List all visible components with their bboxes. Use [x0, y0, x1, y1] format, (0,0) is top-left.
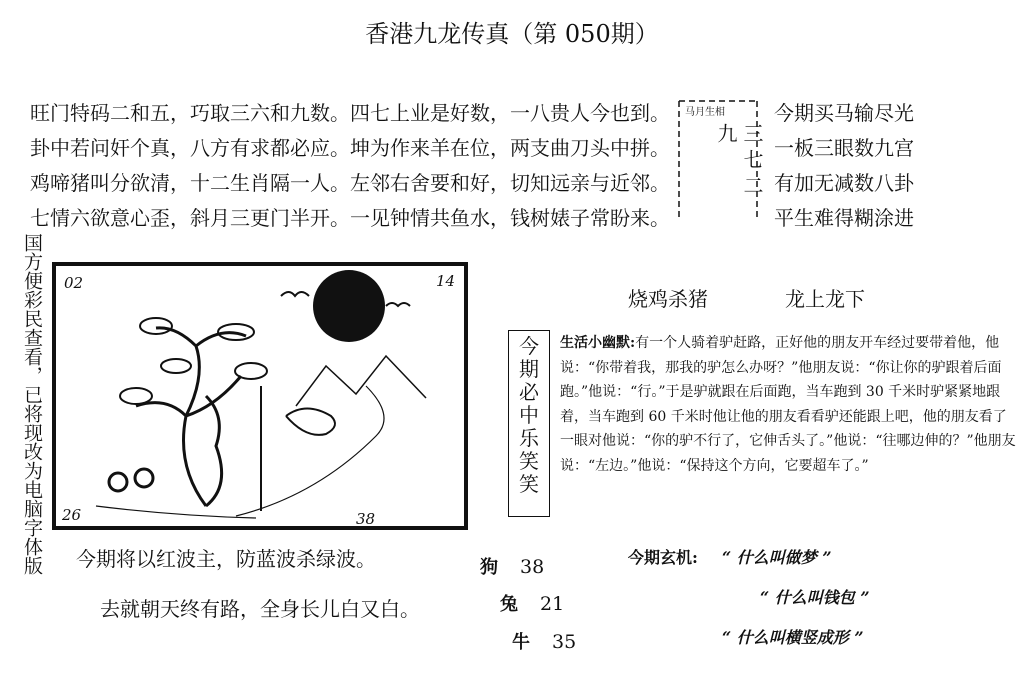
- picture-number: 38: [356, 510, 376, 528]
- headline-left: 烧鸡杀猪: [628, 287, 708, 311]
- right-verse-line: 平生难得糊涂进: [774, 206, 914, 230]
- xuanji-phrase: “ 什么叫做梦 ”: [722, 548, 832, 567]
- zodiac-number: [500, 590, 564, 616]
- zodiac-box: [677, 97, 764, 221]
- headline-right: 龙上龙下: [785, 287, 865, 311]
- zodiac-head: 马月生相: [685, 107, 725, 118]
- zodiac-number: [480, 553, 544, 579]
- poem-line: 卦中若问奸个真，八方有求都必应。坤为作来羊在位，两支曲刀头中拼。: [30, 136, 670, 160]
- zodiac-value: 21: [540, 593, 565, 615]
- bird-icon: [281, 292, 309, 296]
- illustration: [56, 266, 464, 526]
- story-lead: 生活小幽默:: [560, 335, 636, 351]
- zodiac-values: 三七二九: [714, 123, 764, 201]
- bottom-line: 今期将以红波主，防蓝波杀绿波。: [76, 547, 376, 571]
- picture-number: 02: [64, 274, 84, 292]
- rabbit-icon: [286, 409, 335, 435]
- bottom-line: 去就朝天终有路，全身长儿白又白。: [100, 597, 420, 621]
- right-verse-line: 今期买马输尽光: [774, 101, 914, 125]
- zodiac-animal: 牛: [512, 632, 530, 653]
- right-verse-line: 有加无减数八卦: [774, 171, 914, 195]
- poem-line: 鸡啼猪叫分欲清，十二生肖隔一人。左邻右舍要和好，切知远亲与近邻。: [30, 171, 670, 195]
- right-verse-line: 一板三眼数九宫: [774, 136, 914, 160]
- xuanji-label: 今期玄机:: [628, 548, 698, 567]
- picture-number: 14: [436, 272, 456, 290]
- poem-line: 旺门特码二和五，巧取三六和九数。四七上业是好数，一八贵人今也到。: [30, 101, 670, 125]
- zodiac-number: [512, 628, 576, 654]
- zodiac-animal: 狗: [480, 557, 498, 578]
- zodiac-value: 38: [520, 556, 545, 578]
- story: [560, 331, 1020, 478]
- zodiac-animal: 兔: [500, 594, 518, 615]
- illustration-frame: [52, 262, 468, 530]
- xuanji-phrase: “ 什么叫横竖成形 ”: [722, 628, 864, 647]
- poem-line: 七情六欲意心歪，斜月三更门半开。一见钟情共鱼水，钱树婊子常盼来。: [30, 206, 670, 230]
- moon-icon: [313, 270, 385, 342]
- zodiac-value: 35: [552, 631, 577, 653]
- page-title: 香港九龙传真（第 050期）: [365, 20, 659, 48]
- right-verse: [774, 96, 914, 236]
- side-note: 国方便彩民查看，已将现改为电脑字体版: [21, 233, 43, 575]
- poem-block: [30, 96, 670, 236]
- bird-icon: [386, 303, 410, 306]
- must-box: [508, 330, 550, 517]
- story-text: 有一个人骑着驴赶路，正好他的朋友开车经过要带着他，他说：“你带着我，那我的驴怎么办呀？”他朋友说：“你让你的驴跟着后面跑。”他说：“行。”于是驴就跟在后面跑，当车跑到 30 千米时驴紧紧地跟着，当车跑到 60 千米时他让他的朋友看看驴还能跟上吧，他的朋友看了一眼对他说：“你的驴不行了，它伸舌头了。”他说：“往哪边伸的？”他朋友说：“左边。”他说：“保持这个方向，它要超车了。”: [560, 335, 1016, 474]
- must-text: 今期必中 乐笑笑: [519, 334, 539, 496]
- xuanji-phrase: “ 什么叫钱包 ”: [760, 588, 870, 607]
- picture-number: 26: [62, 506, 82, 524]
